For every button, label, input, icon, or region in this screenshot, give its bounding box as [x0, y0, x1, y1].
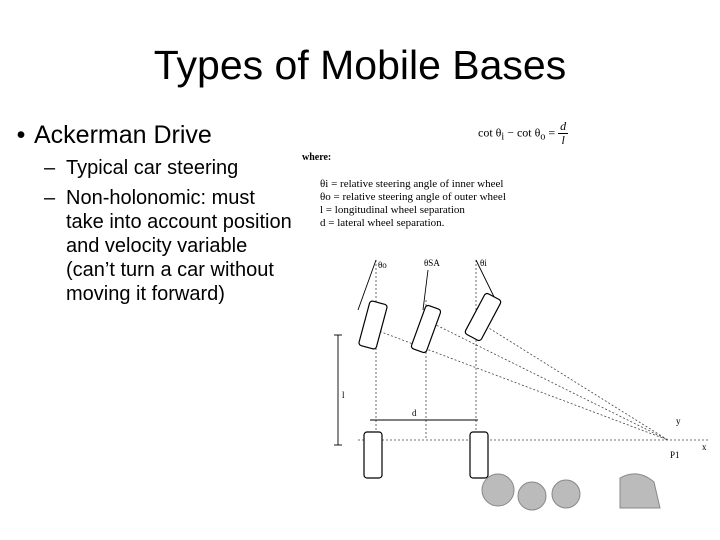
- axis-label-x: x: [702, 442, 707, 452]
- ackerman-steering-figure: [298, 110, 720, 540]
- axis-label-y: y: [676, 416, 681, 426]
- definition-list: [320, 178, 506, 230]
- definition-item: θi = relative steering angle of inner wheel: [320, 178, 504, 190]
- formula-sub-i: i: [501, 131, 505, 143]
- fraction-denominator: l: [561, 133, 565, 147]
- fraction-numerator: d: [560, 119, 567, 133]
- angle-label-inner: θi: [480, 258, 487, 268]
- slide-title: Types of Mobile Bases: [153, 42, 567, 88]
- formula-sub-o: o: [540, 131, 546, 143]
- bullet-ackerman: [8, 120, 212, 150]
- sub-bullet-item: [44, 156, 294, 180]
- where-label: where:: [302, 152, 332, 163]
- definition-item: θo = relative steering angle of outer wheel: [320, 191, 506, 203]
- point-label-p: P1: [670, 450, 680, 460]
- bullet-marker: •: [16, 121, 26, 149]
- formula-fraction: [558, 120, 568, 147]
- formula-cot-right: − cot θ: [504, 125, 541, 140]
- angle-label-sa: θSA: [424, 258, 440, 268]
- steering-geometry-diagram: [298, 110, 720, 540]
- formula-equals: =: [545, 125, 559, 140]
- sub-bullet-text: Typical car steering: [66, 157, 239, 179]
- formula-cot-left: cot θ: [478, 125, 502, 140]
- bullet-text: Ackerman Drive: [34, 121, 212, 149]
- definition-item: l = longitudinal wheel separation: [320, 204, 465, 216]
- sub-bullet-marker: –: [44, 187, 56, 209]
- sub-bullet-marker: –: [44, 157, 56, 179]
- definition-item: d = lateral wheel separation.: [320, 217, 445, 229]
- steering-formula: [478, 120, 568, 147]
- dimension-label-l: l: [342, 390, 345, 400]
- sub-bullet-list: [44, 156, 294, 312]
- sub-bullet-text: Non-holonomic: must take into account position and velocity variable (can’t turn a car without moving it forward): [66, 187, 292, 305]
- sub-bullet-item: [44, 186, 294, 306]
- angle-label-outer: θo: [378, 260, 387, 270]
- dimension-label-d: d: [412, 408, 417, 418]
